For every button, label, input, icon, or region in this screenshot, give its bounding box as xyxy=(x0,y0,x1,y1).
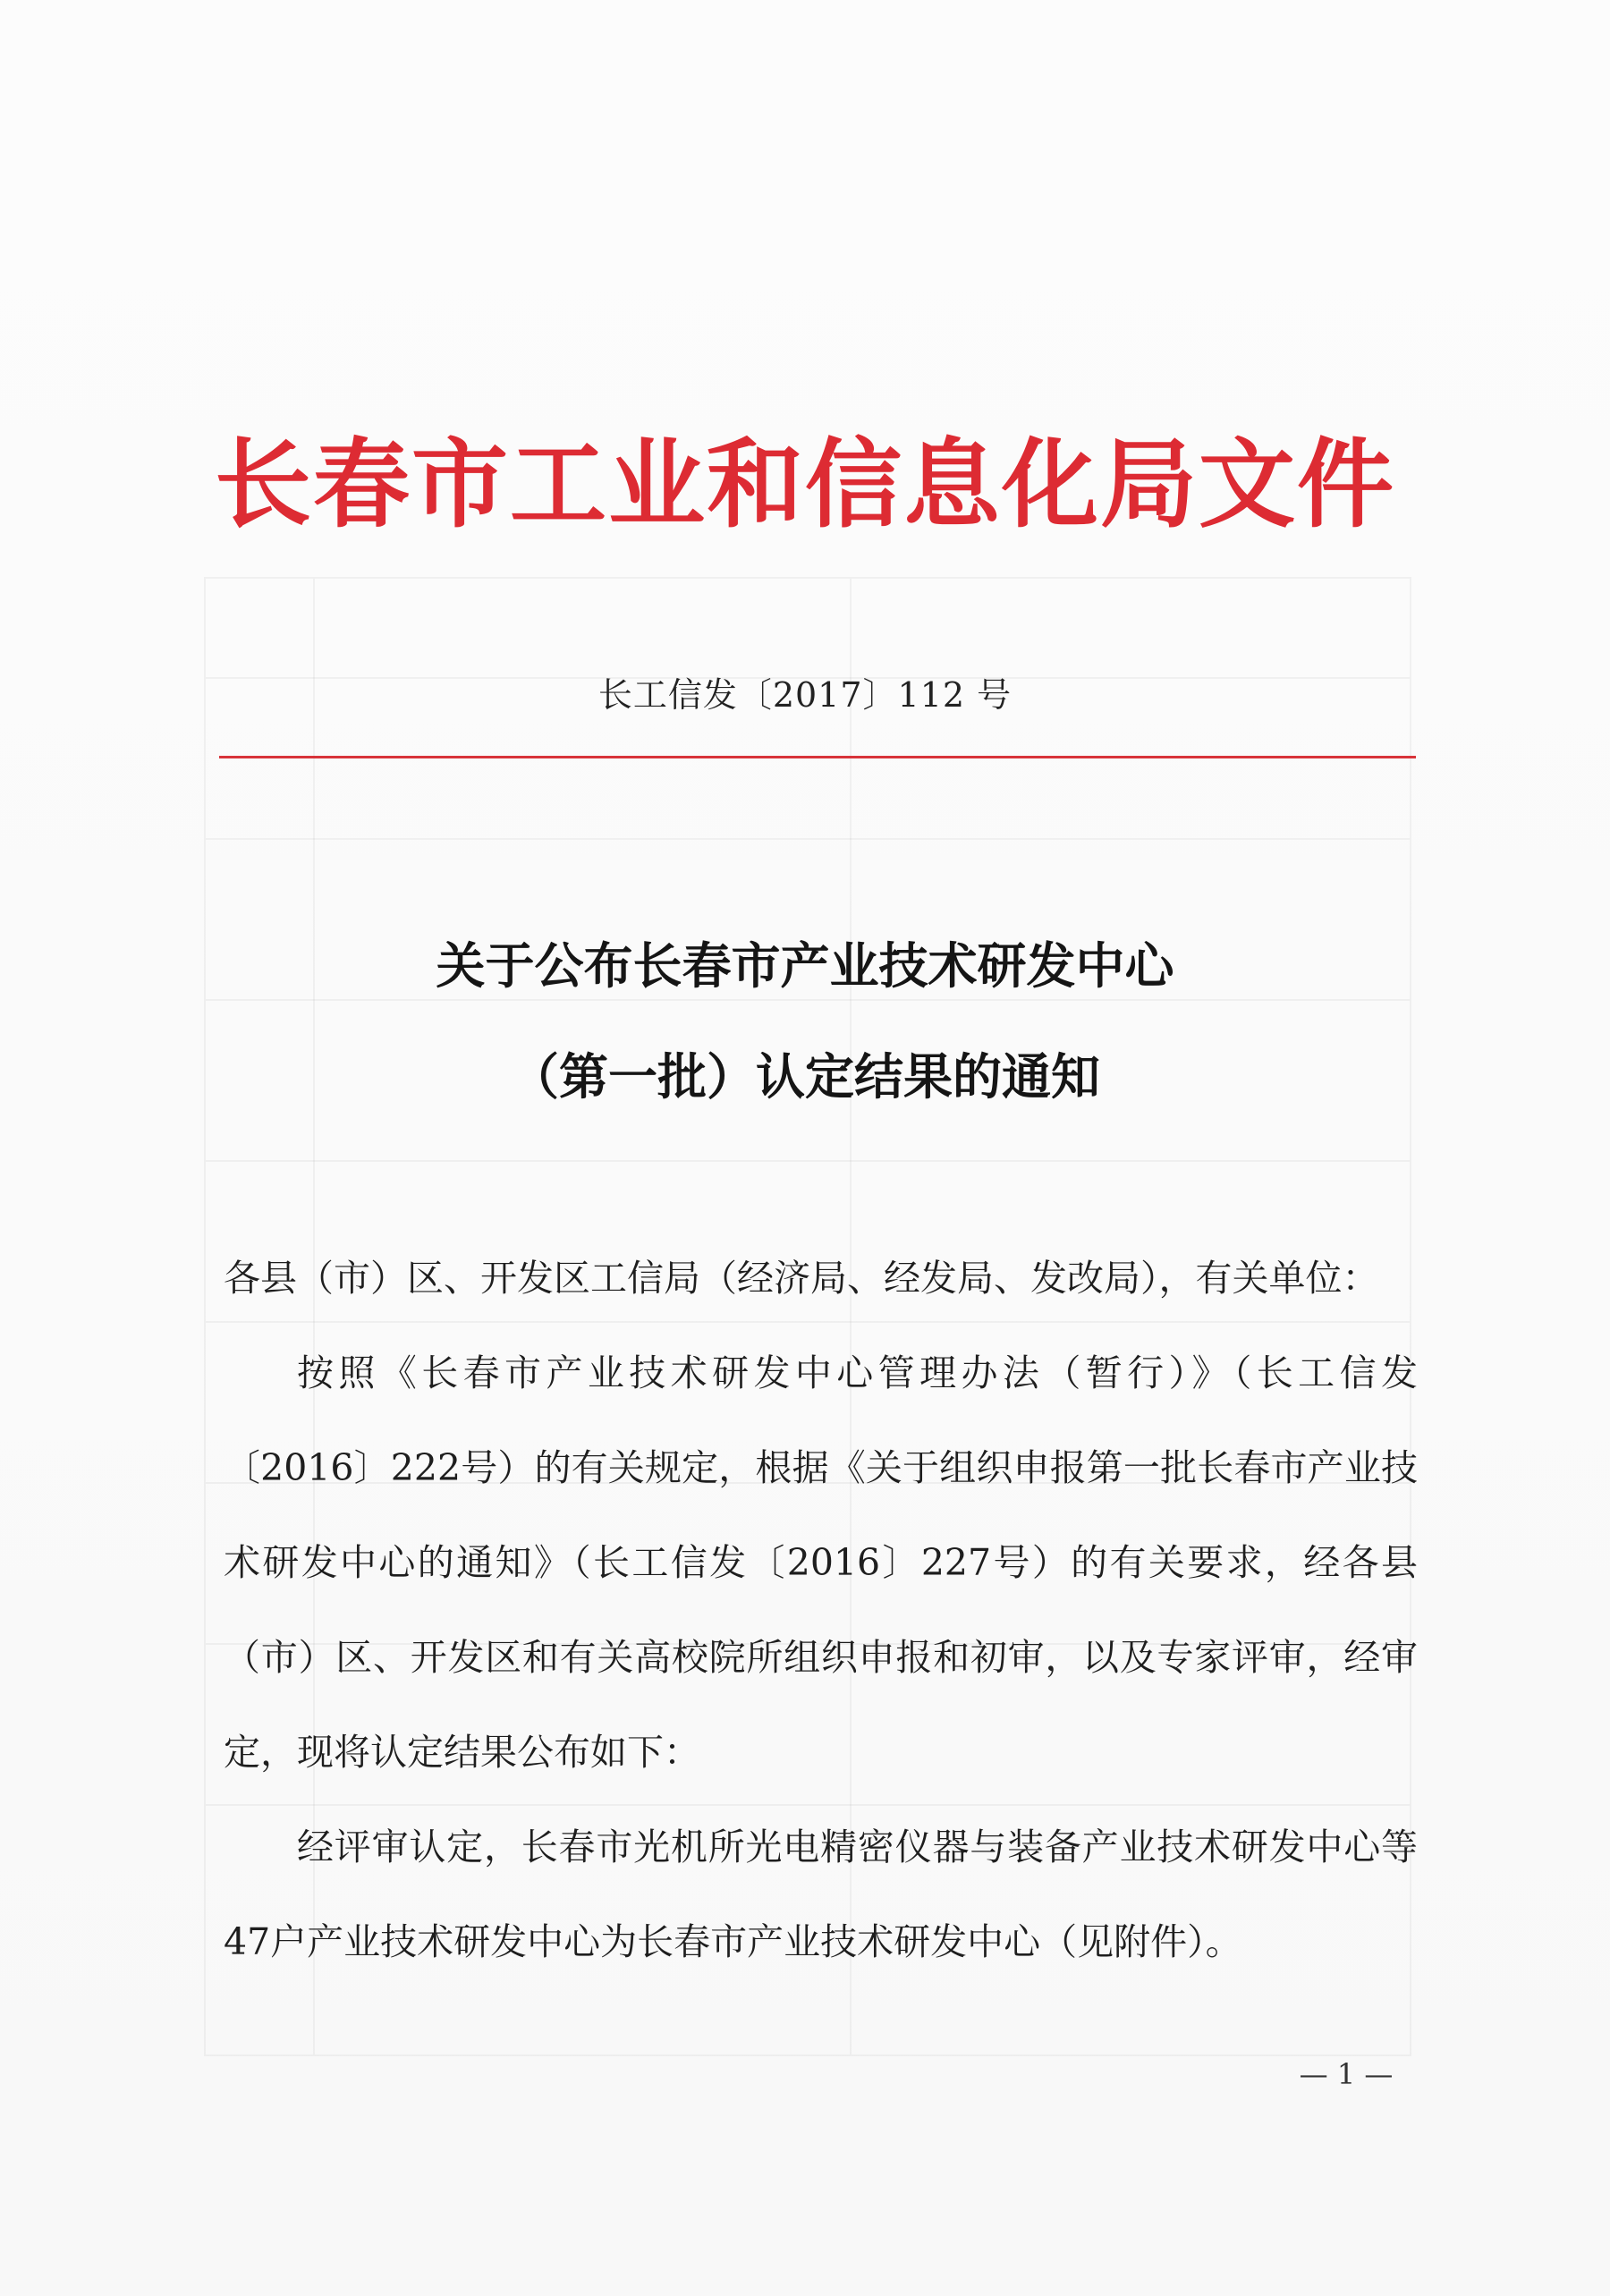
document-number: 长工信发〔2017〕112 号 xyxy=(597,675,1013,715)
page-number: — 1 — xyxy=(1299,2057,1394,2091)
notice-title-line-1: 关于公布长春市产业技术研发中心 xyxy=(436,937,1174,995)
notice-title-line-2: （第一批）认定结果的通知 xyxy=(509,1048,1100,1106)
body-paragraph-1: 按照《长春市产业技术研发中心管理办法（暂行）》（长工信发〔2016〕222号）的有关规定，根据《关于组织申报第一批长春市产业技术研发中心的通知》（长工信发〔2016〕227号）的有关要求，经各县（市）区、开发区和有关高校院所组织申报和初审，以及专家评审，经审定，现将认定结果公布如下： xyxy=(224,1351,1418,1774)
document-header-title: 长春市工业和信息化局文件 xyxy=(214,429,1395,541)
salutation: 各县（市）区、开发区工信局（经济局、经发局、发改局），有关单位： xyxy=(224,1257,1379,1300)
red-separator-line xyxy=(219,756,1416,758)
notice-body xyxy=(224,1231,1418,1989)
body-paragraph-2: 经评审认定，长春市光机所光电精密仪器与装备产业技术研发中心等47户产业技术研发中心为长春市产业技术研发中心（见附件）。 xyxy=(224,1826,1418,1963)
